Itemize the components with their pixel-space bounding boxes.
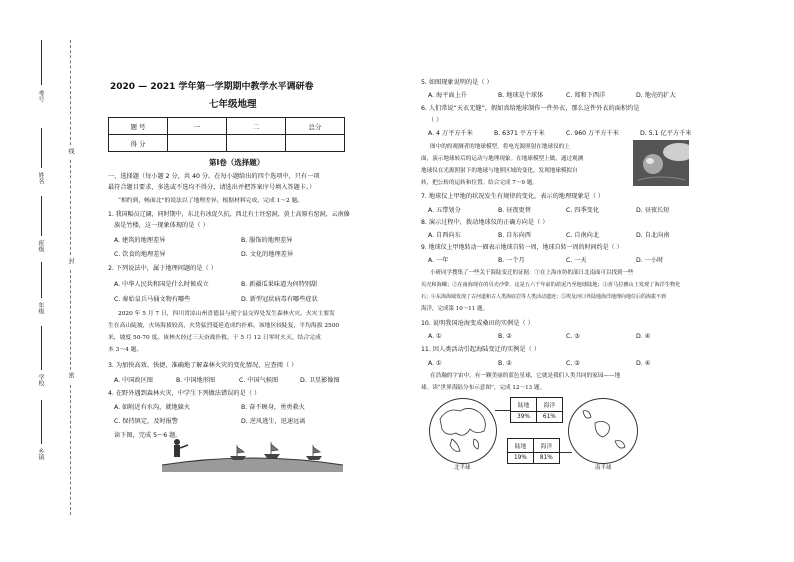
north-land-ocean-table [510,397,563,423]
material-intro: 读下图，完成 5～6 题。 [114,432,182,439]
material-text: 本 3～4 题。 [108,347,143,353]
seal-mark: 封 [67,258,74,264]
exam-number-label: 考号 [37,90,44,102]
pointer-line [495,410,510,411]
globe-lamp-photo [633,140,689,186]
ocean-percent: 81% [533,453,559,464]
option[interactable]: B. 新疆瓜果味道为何特别甜 [241,281,318,288]
option[interactable]: C. 中国气候图 [239,377,279,384]
option[interactable]: A. 五带划分 [428,207,461,214]
option[interactable]: B. 6371 平方千米 [494,130,545,137]
question-1: 1. 我国幅员辽阔，同时期中，东北有冰促久抗，西北有土坯窑洞，黄土高原有窑洞，云南傣 [108,211,350,218]
seal-mark: 线 [67,148,74,154]
material-text: 在浩瀚的宇宙中，有一颗美丽的蓝色星球，它就是我们人类共同的家园——地 [430,373,621,379]
material-text: 2020 年 5 月 7 日，四川省凉山州喜德县与冕宁县交界处发生森林火灾。火灾主要发 [118,311,335,317]
question-7: 7. 地球仪上甲地的状况发生有规律的变化，表示的地理现象是（ ） [421,193,605,200]
option[interactable]: D. 逆风逃生，迅速远离 [241,418,306,425]
material-text: 生在高山陡坡，火场海拔较高，火势猛烈蔓延造成约扑难。该地区较陡复，平均海拔 2500 [108,323,340,329]
option[interactable]: A. 海平面上升 [428,92,467,99]
ships-on-sea-illustration [160,425,345,473]
land-percent: 39% [511,412,537,423]
southern-hemisphere-label: 南半球 [595,465,612,471]
score-cell: 总分 [286,118,345,135]
northern-hemisphere-label: 北半球 [454,465,471,471]
option[interactable]: D. ④ [636,333,651,340]
option[interactable]: B. ② [498,360,512,367]
score-cell: 二 [227,118,286,135]
option[interactable]: A. 中华人民共和国是什么时候成立 [114,281,209,288]
grade-label: 年级 [37,302,44,314]
name-label: 姓名 [37,172,44,184]
seal-line [70,270,71,370]
ocean-header: 海洋 [536,398,562,412]
option[interactable]: C. 饮食的地理差异 [114,251,166,258]
material-text: 米，坡度 50-70 度。该林火经过三天奋战扑救，于 5 月 12 日零时火灭。结合完成 [108,335,321,341]
option[interactable]: D. 昼夜长短 [636,207,670,214]
option[interactable]: D. 卫星影像图 [300,377,340,384]
score-table [108,117,345,152]
material-text: 贝壳和海螺；②在南海现在的贝壳沙带，这是五六千年前的淤泥乃至地球陆地；③喜马拉雅山上发现了海洋生物化 [421,282,681,288]
option[interactable]: A. ① [428,333,442,340]
material-text: 地球仪在光源照射下的地球与地照区域的变化，发现地球模拟自 [421,168,578,174]
option[interactable]: A. 建筑的地理差异 [114,237,166,244]
option[interactable]: B. 自东向西 [498,232,531,239]
option[interactable]: C. 秦始皇兵马俑文物有哪些 [114,296,191,303]
option[interactable]: C. 一天 [566,257,587,264]
instructions: 最符合题目要求，多选或不选均不得分，请选出并把答案序号填入答题卡。） [108,184,316,191]
exam-subtitle: 七年级地理 [209,99,257,110]
option[interactable]: A. ① [428,360,442,367]
option[interactable]: D. 自北向南 [636,232,670,239]
question-10: 10. 说明我国沧海变成桑田的实例是（ ） [421,320,534,327]
school-label: 学校 [37,374,44,386]
question-2: 2. 下列说法中，属于地理问题的是（ ） [108,265,217,272]
option[interactable]: D. 文化的地理差异 [241,251,294,258]
land-header: 陆地 [511,398,537,412]
question-9: 9. 地球仪上甲地转动一圈表示地球自转一周，地球自转一周的时间约是（ ） [421,244,623,251]
option[interactable]: A. 如附近有水沟，就地躲火 [114,404,191,411]
option[interactable]: C. 960 万平方千米 [566,130,619,137]
grade-field[interactable] [41,262,42,298]
instructions: 一、选择题（每小题 2 分，共 40 分。在每小题给出的四个选项中，只有一项 [108,173,320,180]
landmass-shapes [430,399,496,463]
land-header: 陆地 [508,439,534,453]
material-text: 图中的的观测者的地球模型，将电光源照射在地球仪的上 [430,144,570,150]
question-3: 3. 为加快高效、快捷、准确地了解森林火灾的变化情况，应查阅（ ） [108,362,298,369]
seal-line [70,40,71,145]
question-8: 8. 演示过程中，拨动地球仪的正确方向是（ ） [421,219,549,226]
material-text: 海洋，完成第 10～11 题。 [421,306,488,312]
seal-line [70,160,71,255]
landmass-shapes [569,399,637,463]
question-6: （ ） [428,117,443,124]
question-5: 5. 如图现象说明的是（ ） [421,79,493,86]
option[interactable]: D. 地壳的扩大 [636,92,676,99]
option[interactable]: C. ③ [566,333,580,340]
option[interactable]: B. 昼夜更替 [498,207,531,214]
material-intro: “相约到，畅面北”的说法以了地理差异。根据材料完成，完成 1～2 题。 [118,198,304,204]
material-text: 球。读“世界海陆分布示意图”，完成 12～13 题。 [421,385,546,391]
south-land-ocean-table [507,438,560,464]
question-1: 族是竹楼，这一现象体现的是（ ） [114,222,209,229]
pointer-line [560,452,572,453]
exam-title: 2020 — 2021 学年第一学期期中教学水平调研卷 [110,82,314,92]
ocean-header: 海洋 [533,439,559,453]
material-text: 小研同学搜集了一些关于海陆变迁的证据：①在上海市协的部日北南面可以找到一些 [430,270,634,276]
score-cell: 一 [168,118,227,135]
town-label: 乡镇 [37,448,44,460]
option[interactable]: A. 一年 [428,257,449,264]
material-text: 转，把公转的运转和位置。结合完成 7～9 题。 [421,180,538,186]
question-6: 6. 人们常说“天衣无缝”，假如真给地球制作一件外衣，那么这件外衣的面积约是 [421,105,640,112]
option[interactable]: B. 一个月 [498,257,525,264]
score-input[interactable] [227,135,286,152]
question-11: 11. 因人类活动引起海陆变迁的实例是（ ） [421,346,540,353]
southern-hemisphere-map [568,398,638,464]
school-field[interactable] [41,326,42,370]
option[interactable]: B. 奋不顾身，勇勇救火 [241,404,305,411]
score-input[interactable] [286,135,345,152]
name-field[interactable] [41,128,42,168]
material-text: 面，演示地球转后的运动与地理现象。在地球模型上做，通过观测 [421,156,584,162]
option[interactable]: D. 一小时 [636,257,664,264]
score-input[interactable] [168,135,227,152]
option[interactable]: C. 四季变化 [566,207,600,214]
option[interactable]: D. 5.1 亿平方千米 [640,130,692,137]
northern-hemisphere-map [429,398,497,464]
seal-mark: 密 [67,372,74,378]
option[interactable]: C. 保持镇定，及时报警 [114,418,178,425]
land-percent: 19% [508,453,534,464]
option[interactable]: B. ② [498,333,512,340]
town-field[interactable] [41,400,42,444]
class-field[interactable] [41,196,42,236]
score-cell: 得 分 [109,135,168,152]
option[interactable]: A. 4 万平方千米 [428,130,473,137]
section-title: 第Ⅰ卷（选择题） [209,158,265,167]
option[interactable]: D. ④ [636,360,651,367]
class-label: 班级 [37,240,44,252]
material-text: 石；④东海海域发现了古河道和古人类海底岩等人类活动遗迹；⑤埃及河口外陆地海洋地理向地位后的海拔不到 [421,294,667,300]
option[interactable]: C. ③ [566,360,580,367]
seal-line [70,385,71,515]
option[interactable]: D. 新型冠状病毒有哪些症状 [241,296,318,303]
option[interactable]: C. 自南向北 [566,232,600,239]
option[interactable]: A. 中国政区图 [114,377,153,384]
option[interactable]: B. 服饰的地理差异 [241,237,293,244]
question-4: 4. 在野外遇到森林火灾，中学生下列做法错误的是（ ） [108,390,261,397]
ocean-percent: 61% [536,412,562,423]
exam-number-field[interactable] [41,40,42,85]
option[interactable]: B. 地球是个球体 [498,92,544,99]
score-cell: 题 号 [109,118,168,135]
option[interactable]: B. 中国地形图 [176,377,216,384]
option[interactable]: A. 自西向东 [428,232,461,239]
option[interactable]: C. 郑和下西洋 [566,92,606,99]
